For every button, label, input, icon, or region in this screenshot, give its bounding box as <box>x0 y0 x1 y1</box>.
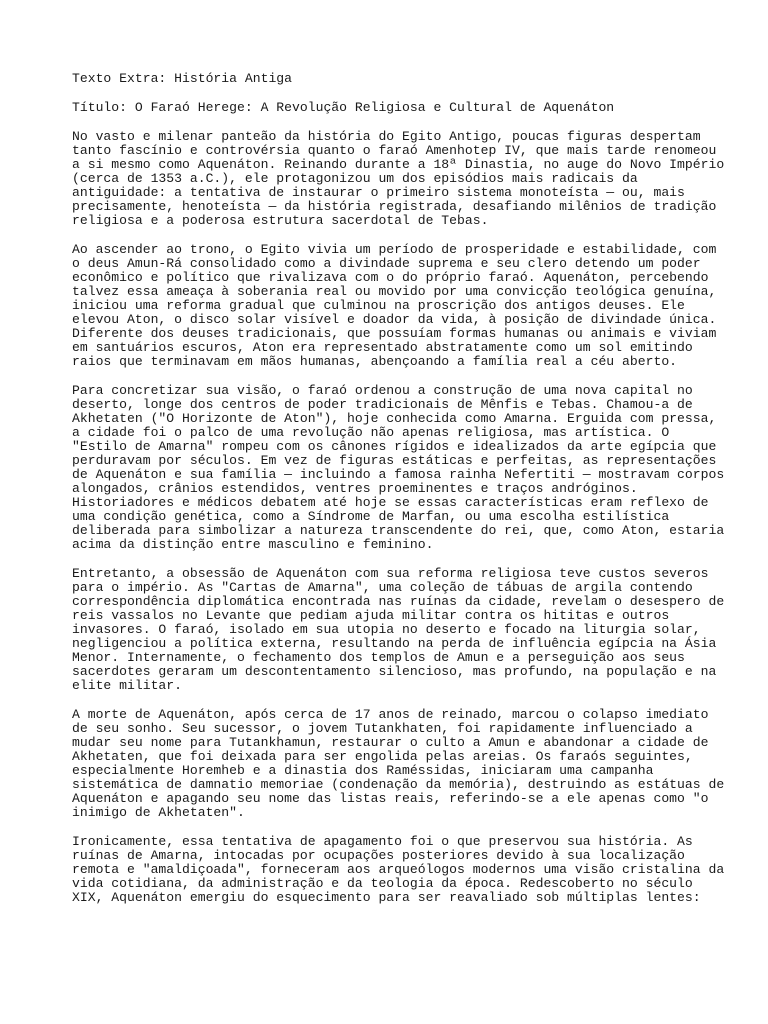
paragraph-line: "Estilo de Amarna" rompeu com os cânones rígidos e idealizados da arte egípcia que <box>72 439 717 454</box>
paragraph-line: de seu sonho. Seu sucessor, o jovem Tutankhaten, foi rapidamente influenciado a <box>72 721 693 736</box>
paragraph-line: remota e "amaldiçoada", forneceram aos arqueólogos modernos uma visão cristalina da <box>72 862 725 877</box>
header-text: Texto Extra: História Antiga <box>72 71 293 86</box>
paragraph-line: econômico e político que rivalizava com o do próprio faraó. Aquenáton, percebendo <box>72 270 709 285</box>
document-header <box>72 72 712 86</box>
paragraph-line: sacerdotes geraram um descontentamento silencioso, mas profundo, na população e na <box>72 664 717 679</box>
paragraph-line: elevou Aton, o disco solar visível e doador da vida, à posição de divindade única. <box>72 312 717 327</box>
paragraph-line: uma condição genética, como a Síndrome de Marfan, ou uma escolha estilística <box>72 509 670 524</box>
paragraph-line: iniciou uma reforma gradual que culminou na proscrição dos antigos deuses. Ele <box>72 298 685 313</box>
paragraph-line: mudar seu nome para Tutankhamun, restaurar o culto a Amun e abandonar a cidade de <box>72 735 709 750</box>
paragraph-line: religiosa e a poderosa estrutura sacerdotal de Tebas. <box>72 213 489 228</box>
paragraph-line: precisamente, henoteísta — da história registrada, desafiando milênios de tradição <box>72 199 717 214</box>
paragraph-line: Historiadores e médicos debatem até hoje se essas características eram reflexo de <box>72 495 709 510</box>
paragraph-line: correspondência diplomática encontrada nas ruínas da cidade, revelam o desespero de <box>72 594 725 609</box>
document-title <box>72 101 712 115</box>
paragraph-line: Entretanto, a obsessão de Aquenáton com sua reforma religiosa teve custos severos <box>72 566 709 581</box>
paragraph-line: Ao ascender ao trono, o Egito vivia um período de prosperidade e estabilidade, com <box>72 242 717 257</box>
paragraph-line: ruínas de Amarna, intocadas por ocupações posteriores devido à sua localização <box>72 848 685 863</box>
paragraph-line: Para concretizar sua visão, o faraó ordenou a construção de uma nova capital no <box>72 383 693 398</box>
paragraph-line: talvez essa ameaça à soberania real ou movido por uma convicção teológica genuína, <box>72 284 717 299</box>
paragraph <box>72 242 717 369</box>
paragraph-line: Diferente dos deuses tradicionais, que possuíam formas humanas ou animais e viviam <box>72 326 717 341</box>
paragraph-line: Ironicamente, essa tentativa de apagamento foi o que preservou sua história. As <box>72 834 693 849</box>
paragraph <box>72 707 725 820</box>
paragraph-line: acima da distinção entre masculino e feminino. <box>72 537 434 552</box>
paragraph-line: tanto fascínio e controvérsia quanto o faraó Amenhotep IV, que mais tarde renomeou <box>72 143 717 158</box>
paragraph-line: (cerca de 1353 a.C.), ele protagonizou um dos episódios mais radicais da <box>72 171 638 186</box>
paragraph-line: No vasto e milenar panteão da história do Egito Antigo, poucas figuras despertam <box>72 129 701 144</box>
paragraph-line: raios que terminavam em mãos humanas, abençoando a família real a céu aberto. <box>72 354 678 369</box>
paragraph-line: Aquenáton e apagando seu nome das listas reais, referindo-se a ele apenas como "o <box>72 791 709 806</box>
paragraph-line: o deus Amun-Rá consolidado como a divindade suprema e seu clero detendo um poder <box>72 256 701 271</box>
paragraph-line: sistemática de damnatio memoriae (condenação da memória), destruindo as estátuas de <box>72 777 725 792</box>
paragraph-line: negligenciou a política externa, resultando na perda de influência egípcia na Ásia <box>72 636 717 651</box>
paragraph <box>72 834 725 905</box>
paragraph-line: a si mesmo como Aquenáton. Reinando durante a 18ª Dinastia, no auge do Novo Império <box>72 157 725 172</box>
paragraph-line: antiguidade: a tentativa de instaurar o primeiro sistema monoteísta — ou, mais <box>72 185 685 200</box>
paragraph-line: a cidade foi o palco de uma revolução não apenas religiosa, mas artística. O <box>72 425 670 440</box>
paragraph-line: inimigo de Akhetaten". <box>72 805 245 820</box>
paragraph <box>72 566 725 693</box>
document-body <box>72 129 725 905</box>
document-page <box>72 71 725 920</box>
paragraph-line: Menor. Internamente, o fechamento dos templos de Amun e a perseguição aos seus <box>72 650 685 665</box>
paragraph-line: deserto, longe dos centros de poder tradicionais de Mênfis e Tebas. Chamou-a de <box>72 397 693 412</box>
paragraph-line: XIX, Aquenáton emergiu do esquecimento para ser reavaliado sob múltiplas lentes: <box>72 890 701 905</box>
paragraph <box>72 129 725 228</box>
paragraph-line: Akhetaten ("O Horizonte de Aton"), hoje conhecida como Amarna. Erguida com pressa, <box>72 411 717 426</box>
paragraph-line: perduravam por séculos. Em vez de figuras estáticas e perfeitas, as representações <box>72 453 717 468</box>
paragraph-line: Akhetaten, que foi deixada para ser engolida pelas areias. Os faraós seguintes, <box>72 749 693 764</box>
paragraph-line: especialmente Horemheb e a dinastia dos Raméssidas, iniciaram uma campanha <box>72 763 654 778</box>
paragraph-line: elite militar. <box>72 678 183 693</box>
paragraph-line: de Aquenáton e sua família — incluindo a famosa rainha Nefertiti — mostravam corpos <box>72 467 725 482</box>
paragraph-line: invasores. O faraó, isolado em sua utopia no deserto e focado na liturgia solar, <box>72 622 701 637</box>
paragraph <box>72 383 725 552</box>
title-text: Título: O Faraó Herege: A Revolução Religiosa e Cultural de Aquenáton <box>72 100 615 115</box>
paragraph-line: em santuários escuros, Aton era representado abstratamente como um sol emitindo <box>72 340 693 355</box>
paragraph-line: A morte de Aquenáton, após cerca de 17 anos de reinado, marcou o colapso imediato <box>72 707 709 722</box>
paragraph-line: reis vassalos no Levante que pediam ajuda militar contra os hititas e outros <box>72 608 670 623</box>
paragraph-line: deliberada para simbolizar a natureza transcendente do rei, que, como Aton, estaria <box>72 523 725 538</box>
paragraph-line: vida cotidiana, da administração e da teologia da época. Redescoberto no século <box>72 876 693 891</box>
paragraph-line: alongados, crânios estendidos, ventres proeminentes e traços andróginos. <box>72 481 638 496</box>
paragraph-line: para o império. As "Cartas de Amarna", uma coleção de tábuas de argila contendo <box>72 580 693 595</box>
